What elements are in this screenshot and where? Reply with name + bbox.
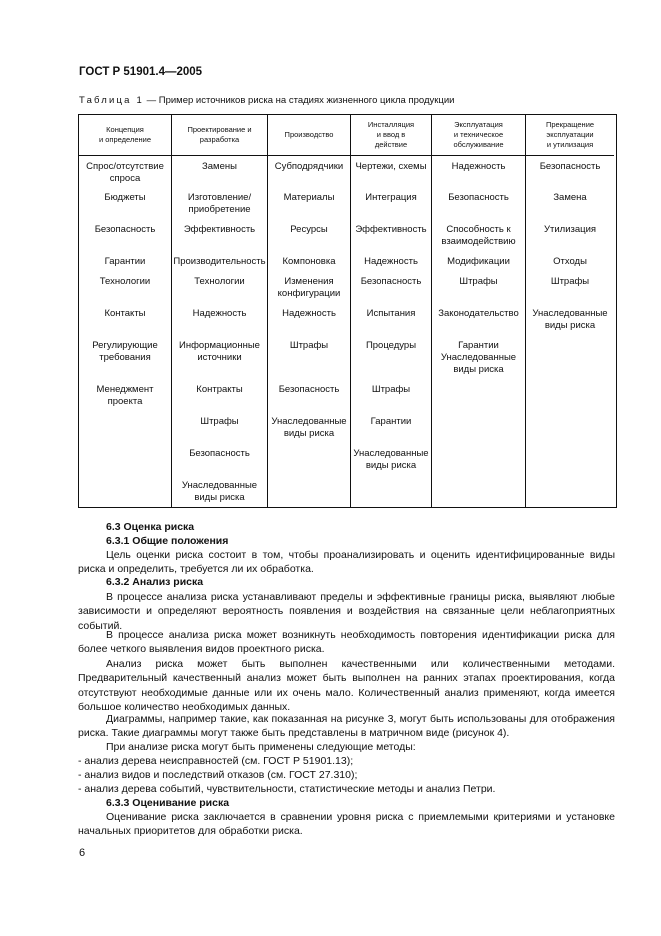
table-cell: Унаследованные виды риска xyxy=(353,448,429,471)
table-column-header: Производство xyxy=(268,115,350,156)
table-cell: Унаследованные виды риска xyxy=(532,308,608,331)
table-cell: Интеграция xyxy=(365,192,417,203)
table-cell: Штрафы xyxy=(200,416,239,427)
table-cell: Спрос/отсутствие спроса xyxy=(86,161,164,184)
section-6-3-3-heading: 6.3.3 Оценивание риска xyxy=(106,797,230,809)
table-cell: Материалы xyxy=(283,192,335,203)
table-cell: Надежность xyxy=(364,256,418,267)
table-cell: Контракты xyxy=(196,384,243,395)
table-cell: Контакты xyxy=(104,308,146,319)
table-cell: Менеджмент проекта xyxy=(96,384,154,407)
table-cell: Замены xyxy=(202,161,237,172)
table-column-header: Концепция и определение xyxy=(79,115,171,156)
table-column-header: Инсталляция и ввод в действие xyxy=(351,115,431,156)
table-cell: Замена xyxy=(553,192,587,203)
method-list-item: - анализ дерева событий, чувствительности, статистические методы и анализ Петри. xyxy=(78,783,496,795)
paragraph-analysis-2: В процессе анализа риска может возникнуть необходимость повторения идентификации риска для более четкого выявления видов проектного риска. xyxy=(78,629,615,656)
method-list-item: - анализ дерева неисправностей (см. ГОСТ Р 51901.13); xyxy=(78,755,354,767)
table-cell: Безопасность xyxy=(360,276,422,287)
page-number: 6 xyxy=(79,847,86,859)
table-cell: Надежность xyxy=(282,308,336,319)
paragraph-analysis-1: В процессе анализа риска устанавливают пределы и эффективные границы риска, выявляют любые зависимости и определяют вероятность появления и воздействия на связанные цели неблагоприятных событий. xyxy=(78,591,615,632)
table-cell: Субподрядчики xyxy=(274,161,344,172)
table-cell: Компоновка xyxy=(282,256,336,267)
table-cell: Гарантии xyxy=(370,416,412,427)
table-cell: Процедуры xyxy=(365,340,417,351)
table-cell: Изготовление/ приобретение xyxy=(187,192,252,215)
table-cell: Регулирующие требования xyxy=(92,340,158,363)
table-column-header: Проектирование и разработка xyxy=(172,115,267,156)
table-cell: Безопасность xyxy=(94,224,156,235)
table-cell: Безопасность xyxy=(189,448,250,459)
table-cell: Гарантии xyxy=(104,256,146,267)
table-cell: Ресурсы xyxy=(290,224,328,235)
table-column xyxy=(171,115,267,507)
table-cell: Отходы xyxy=(553,256,587,267)
paragraph-evaluation: Оценивание риска заключается в сравнении уровня риска с приемлемыми критериями и установке начальных приоритетов для обработки риска. xyxy=(78,811,615,838)
table-cell: Испытания xyxy=(366,308,416,319)
table-column xyxy=(431,115,525,507)
table-cell: Штрафы xyxy=(371,384,411,395)
paragraph-analysis-3: Анализ риска может быть выполнен качественными или количественными методами. Предварительный качественный анализ может быть выполнен на ранних этапах проектирования, когда отсутствуют необходимые данные или их очень мало. Количественный анализ применяют, когда имеется большое количество необходимых данных. xyxy=(78,658,615,713)
table-cell: Модификации xyxy=(447,256,510,267)
document-header: ГОСТ Р 51901.4—2005 xyxy=(79,66,203,78)
table-cell: Утилизация xyxy=(543,224,597,235)
table-column-header: Прекращение эксплуатации и утилизация xyxy=(526,115,614,156)
table-cell: Изменения конфигурации xyxy=(277,276,341,299)
table-cell: Технологии xyxy=(194,276,245,287)
table-cell: Информационные источники xyxy=(179,340,260,363)
paragraph-methods-intro: При анализе риска могут быть применены следующие методы: xyxy=(106,741,416,753)
table-cell: Производительность xyxy=(173,256,266,267)
table-cell: Штрафы xyxy=(550,276,590,287)
table-cell: Гарантии Унаследованные виды риска xyxy=(440,340,517,375)
table-column xyxy=(79,115,171,507)
table-cell: Надежность xyxy=(192,308,247,319)
paragraph-general: Цель оценки риска состоит в том, чтобы проанализировать и оценить идентифицированные виды риска и определить, требуется ли их обработка. xyxy=(78,549,615,576)
table-cell: Штрафы xyxy=(459,276,498,287)
section-6-3-2-heading: 6.3.2 Анализ риска xyxy=(106,576,204,588)
table-cell: Эффективность xyxy=(183,224,256,235)
table-cell: Безопасность xyxy=(278,384,340,395)
table-cell: Штрафы xyxy=(289,340,329,351)
section-6-3-heading: 6.3 Оценка риска xyxy=(106,521,195,533)
table-cell: Законодательство xyxy=(438,308,519,319)
section-6-3-1-heading: 6.3.1 Общие положения xyxy=(106,535,229,547)
table-cell: Унаследованные виды риска xyxy=(181,480,258,503)
table-caption xyxy=(79,95,454,106)
table-cell: Безопасность xyxy=(448,192,509,203)
table-cell: Эффективность xyxy=(355,224,427,235)
table-cell: Унаследованные виды риска xyxy=(271,416,347,439)
table-cell: Бюджеты xyxy=(104,192,146,203)
table-column-header: Эксплуатация и техническое обслуживание xyxy=(432,115,525,156)
risk-sources-table xyxy=(78,114,617,508)
table-column xyxy=(350,115,431,507)
table-cell: Чертежи, схемы xyxy=(355,161,427,172)
table-column xyxy=(267,115,350,507)
table-caption-label: Таблица 1 xyxy=(79,95,144,106)
table-column xyxy=(525,115,614,507)
table-cell: Безопасность xyxy=(539,161,601,172)
table-cell: Надежность xyxy=(451,161,506,172)
paragraph-analysis-4: Диаграммы, например такие, как показанная на рисунке 3, могут быть использованы для отображения риска. Такие диаграммы могут также быть представлены в матричном виде (рисунок 4). xyxy=(78,713,615,740)
method-list-item: - анализ видов и последствий отказов (см. ГОСТ 27.310); xyxy=(78,769,358,781)
table-cell: Способность к взаимодействию xyxy=(441,224,516,247)
table-cell: Технологии xyxy=(99,276,151,287)
table-caption-text: — Пример источников риска на стадиях жизненного цикла продукции xyxy=(143,95,455,106)
